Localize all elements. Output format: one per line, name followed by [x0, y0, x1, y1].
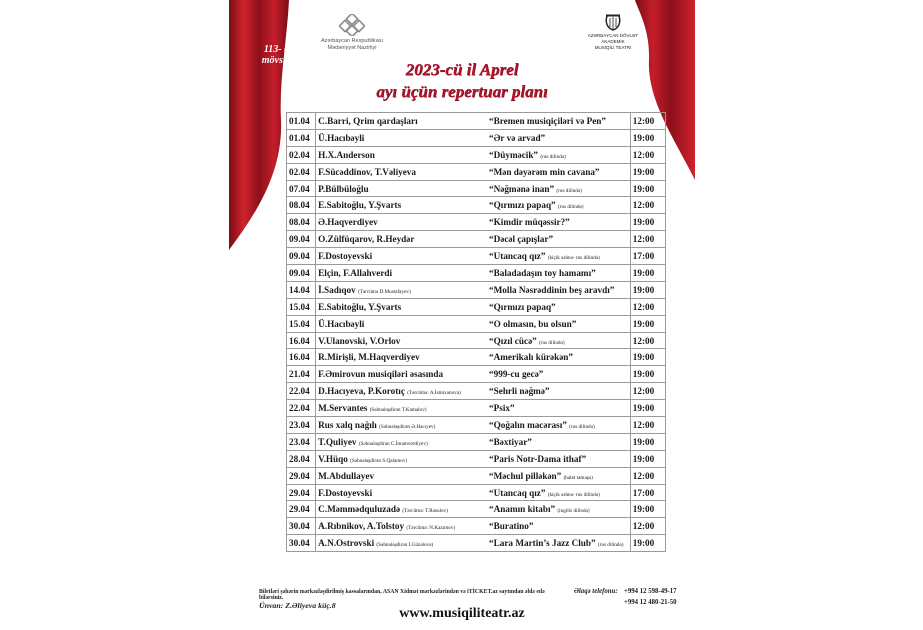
date: 22.04 — [289, 403, 310, 414]
ticket-info: Biletləri şəhərin mərkəzləşdirilmiş kassalarından, ASAN Xidmət mərkəzlərindən və iTİCKET.az saytından əldə edə bilərsiniz. — [259, 589, 545, 601]
author: H.X.Anderson — [318, 149, 375, 160]
author-note: (Səhnələşdirən C.İmamverdiyev) — [358, 440, 428, 447]
title-cell — [487, 366, 630, 383]
time-cell — [630, 197, 665, 214]
date-cell — [287, 501, 316, 518]
author-note: (Tərcümə: N.Kazımov) — [406, 525, 456, 532]
author: E.Sabitoğlu, Y.Şvarts — [318, 200, 402, 211]
time: 17:00 — [632, 487, 655, 498]
title-cell — [487, 298, 630, 315]
date-cell — [287, 113, 316, 130]
poster-subtitle: ayı üçün repertuar planı — [376, 82, 548, 101]
play-title: “Psix” — [489, 403, 515, 414]
time: 19:00 — [632, 183, 655, 194]
table-row — [287, 315, 666, 332]
table-row — [287, 248, 666, 265]
author: A.N.Ostrovski — [318, 538, 375, 549]
author-cell — [316, 231, 487, 248]
table-row — [287, 518, 666, 535]
author: P.Bülbüloğlu — [318, 183, 369, 194]
author-note: (Səhnələşdirən T.Kamalov) — [369, 407, 427, 414]
date-cell — [287, 535, 316, 552]
time: 12:00 — [632, 301, 655, 312]
theatre-name-line1: AZƏRBAYCAN DÖVLƏT — [587, 33, 639, 38]
play-note: (rus dilində) — [597, 542, 624, 549]
table-row — [287, 366, 666, 383]
address: Ünvan: Z.Əliyeva küç.8 — [259, 601, 336, 610]
time: 12:00 — [632, 335, 655, 346]
title-cell — [487, 180, 630, 197]
play-title: “Buratino” — [489, 521, 534, 532]
table-row — [287, 298, 666, 315]
author-cell — [316, 400, 487, 417]
play-title: “Məchul pilləkən” — [489, 470, 562, 481]
play-title: “Mən dəyərəm min cavana” — [489, 166, 600, 177]
author: F.Əmirovun musiqiləri əsasında — [318, 369, 444, 380]
play-note: (rus dilində) — [539, 339, 565, 346]
title-cell — [487, 129, 630, 146]
author-cell — [316, 535, 487, 552]
time-cell — [630, 535, 665, 552]
play-title: “Ər və arvad” — [489, 132, 546, 143]
author-cell — [316, 518, 487, 535]
season-word: mövsüm — [261, 55, 297, 66]
time-cell — [630, 366, 665, 383]
author: A.Rıbnikov, A.Tolstoy — [318, 521, 405, 532]
play-note: (kiçik səhnə- rus dilində) — [547, 255, 600, 262]
date: 08.04 — [289, 217, 310, 228]
table-row — [287, 332, 666, 349]
date-cell — [287, 400, 316, 417]
date: 21.04 — [289, 369, 310, 380]
title-cell — [487, 113, 630, 130]
date: 01.04 — [289, 132, 310, 143]
play-title: “Amerikalı kürəkən” — [489, 352, 573, 363]
date-cell — [287, 146, 316, 163]
table-row — [287, 417, 666, 434]
date: 09.04 — [289, 267, 310, 278]
author: M.Abdullayev — [318, 470, 375, 481]
ministry-name-line1: Azərbaycan Respublikası — [320, 38, 384, 44]
play-note: (ingilis dilində) — [557, 508, 590, 515]
play-title: “Qırmızı papaq” — [489, 200, 556, 211]
time: 12:00 — [632, 234, 655, 245]
time-cell — [630, 265, 665, 282]
table-row — [287, 180, 666, 197]
theatre-lyre-icon — [603, 14, 623, 32]
time-cell — [630, 129, 665, 146]
time-cell — [630, 163, 665, 180]
author-cell — [316, 467, 487, 484]
play-title: “Sehrli nəğmə” — [489, 386, 550, 397]
date: 23.04 — [289, 436, 310, 447]
table-row — [287, 163, 666, 180]
play-title: “Qoğalın macərası” — [489, 419, 567, 430]
title-cell — [487, 433, 630, 450]
time: 19:00 — [632, 318, 655, 329]
date: 28.04 — [289, 453, 310, 464]
play-title: “O olmasın, bu olsun” — [489, 318, 577, 329]
date-cell — [287, 450, 316, 467]
date-cell — [287, 129, 316, 146]
title-cell — [487, 501, 630, 518]
time: 12:00 — [632, 521, 655, 532]
author-note: (Səhnələşdirən S.Qalamov) — [350, 457, 408, 464]
title-cell — [487, 450, 630, 467]
play-title: “Molla Nəsrəddinin beş aravdı” — [489, 284, 615, 295]
date: 29.04 — [289, 487, 310, 498]
repertoire-poster — [229, 0, 695, 630]
time: 17:00 — [632, 251, 655, 262]
play-title: “Paris Notr-Dama ithaf” — [489, 453, 587, 464]
time-cell — [630, 298, 665, 315]
date: 29.04 — [289, 470, 310, 481]
table-row — [287, 501, 666, 518]
date: 30.04 — [289, 521, 310, 532]
title-cell — [487, 231, 630, 248]
author: Rus xalq nağılı — [318, 419, 377, 430]
time-cell — [630, 146, 665, 163]
poster-title: 2023-cü il Aprel — [405, 60, 519, 79]
title-cell — [487, 332, 630, 349]
date: 15.04 — [289, 318, 310, 329]
time: 12:00 — [632, 386, 655, 397]
author-cell — [316, 265, 487, 282]
author-cell — [316, 214, 487, 231]
date-cell — [287, 366, 316, 383]
time: 19:00 — [632, 369, 655, 380]
play-title: “Anamın kitabı” — [489, 504, 556, 515]
title-cell — [487, 214, 630, 231]
play-title: “Düyməcik” — [489, 149, 539, 160]
author-cell — [316, 248, 487, 265]
author: C.Məmmədquluzadə — [318, 504, 401, 515]
author: Elçin, F.Allahverdi — [318, 267, 393, 278]
table-row — [287, 383, 666, 400]
time: 12:00 — [632, 115, 655, 126]
title-cell — [487, 163, 630, 180]
date-cell — [287, 467, 316, 484]
author-cell — [316, 163, 487, 180]
website-link[interactable]: www.musiqiliteatr.az — [399, 606, 525, 621]
play-note: (rus dilində) — [556, 187, 582, 194]
time-cell — [630, 383, 665, 400]
table-row — [287, 197, 666, 214]
title-cell — [487, 518, 630, 535]
table-row — [287, 146, 666, 163]
play-title: “Nəğmənə inan” — [489, 183, 555, 194]
date: 23.04 — [289, 419, 310, 430]
author-cell — [316, 180, 487, 197]
title-cell — [487, 197, 630, 214]
table-row — [287, 129, 666, 146]
author-note: (Tərcümə: A.İsmixanova) — [407, 390, 461, 397]
time-cell — [630, 281, 665, 298]
time: 19:00 — [632, 453, 655, 464]
time: 19:00 — [632, 403, 655, 414]
play-title: “Dəcəl çapışlar” — [489, 234, 554, 245]
author: E.Sabitoğlu, Y.Şvarts — [318, 301, 402, 312]
play-title: “Bəxtiyar” — [489, 436, 532, 447]
author-cell — [316, 129, 487, 146]
date-cell — [287, 197, 316, 214]
date-cell — [287, 484, 316, 501]
play-note: (rus dilində) — [557, 204, 584, 211]
title-cell — [487, 248, 630, 265]
author-cell — [316, 366, 487, 383]
author: T.Quliyev — [318, 436, 357, 447]
date-cell — [287, 281, 316, 298]
title-cell — [487, 146, 630, 163]
time-cell — [630, 231, 665, 248]
season-number: 113- cü — [263, 44, 295, 55]
time-cell — [630, 113, 665, 130]
author: Ü.Hacıbəyli — [318, 132, 365, 143]
play-title: “Baladadaşın toy hamamı” — [489, 267, 596, 278]
date: 16.04 — [289, 352, 310, 363]
title-cell — [487, 417, 630, 434]
date: 30.04 — [289, 538, 310, 549]
table-row — [287, 265, 666, 282]
time-cell — [630, 417, 665, 434]
date-cell — [287, 518, 316, 535]
time-cell — [630, 332, 665, 349]
author-cell — [316, 383, 487, 400]
date-cell — [287, 417, 316, 434]
time-cell — [630, 214, 665, 231]
table-row — [287, 349, 666, 366]
time: 19:00 — [632, 436, 655, 447]
date-cell — [287, 163, 316, 180]
title-cell — [487, 400, 630, 417]
author-note: (Səhnələşdirən Ə.Hacıyev) — [379, 423, 436, 430]
time-cell — [630, 315, 665, 332]
author: O.Zülfüqarov, R.Heydər — [318, 234, 415, 245]
date-cell — [287, 180, 316, 197]
author: D.Hacıyeva, P.Korotıç — [318, 386, 405, 397]
date-cell — [287, 231, 316, 248]
time: 19:00 — [632, 284, 655, 295]
time: 19:00 — [632, 352, 655, 363]
author: M.Servantes — [318, 403, 368, 414]
date: 29.04 — [289, 504, 310, 515]
time-cell — [630, 433, 665, 450]
time-cell — [630, 180, 665, 197]
date: 15.04 — [289, 301, 310, 312]
phone-number-1: +994 12 598-49-17 — [624, 588, 677, 595]
author: F.Sücəddinov, T.Vəliyeva — [318, 166, 416, 177]
play-note: (rus dilində) — [569, 423, 595, 430]
author-cell — [316, 332, 487, 349]
date-cell — [287, 265, 316, 282]
time-cell — [630, 248, 665, 265]
table-row — [287, 281, 666, 298]
repertoire-table — [286, 112, 666, 552]
table-row — [287, 214, 666, 231]
date: 02.04 — [289, 149, 310, 160]
author-note: (Tərcümə D.Mustafayev) — [357, 288, 411, 295]
date-cell — [287, 298, 316, 315]
table-row — [287, 467, 666, 484]
date: 02.04 — [289, 166, 310, 177]
phone-number-2: +994 12 480-21-50 — [624, 599, 677, 606]
time-cell — [630, 450, 665, 467]
theatre-name-line3: MUSİQİLİ TEATRI — [594, 45, 632, 50]
theatre-logo-block — [581, 14, 645, 51]
author-cell — [316, 298, 487, 315]
date-cell — [287, 214, 316, 231]
ministry-name-line2: Mədəniyyət Nazirliyi — [327, 45, 377, 51]
date: 16.04 — [289, 335, 310, 346]
theatre-name-line2: AKADEMİK — [601, 39, 625, 44]
author-note: (Tərcümə: T.Rəsulov) — [402, 508, 448, 515]
play-title: “Kimdir müqəssir?” — [489, 217, 570, 228]
date-cell — [287, 315, 316, 332]
time-cell — [630, 518, 665, 535]
author-cell — [316, 281, 487, 298]
time: 19:00 — [632, 267, 655, 278]
date: 09.04 — [289, 251, 310, 262]
title-cell — [487, 535, 630, 552]
time-cell — [630, 501, 665, 518]
time: 19:00 — [632, 132, 655, 143]
author-cell — [316, 450, 487, 467]
play-title: “Lara Martin’s Jazz Club” — [489, 538, 596, 549]
table-row — [287, 535, 666, 552]
author: F.Dostoyevski — [318, 487, 373, 498]
title-cell — [487, 484, 630, 501]
author-note: (Səhnələşdirən İ.Güzəlova) — [376, 542, 434, 549]
table-row — [287, 433, 666, 450]
title-cell — [487, 315, 630, 332]
time-cell — [630, 349, 665, 366]
table-row — [287, 400, 666, 417]
author: R.Mirişli, M.Haqverdiyev — [318, 352, 420, 363]
author-cell — [316, 113, 487, 130]
author: C.Barri, Qrim qardaşları — [318, 115, 418, 126]
author: Ü.Hacıbəyli — [318, 318, 365, 329]
author: Ə.Haqverdiyev — [318, 217, 378, 228]
ministry-emblem-icon — [339, 14, 365, 36]
date: 09.04 — [289, 234, 310, 245]
play-note: (rus dilində) — [540, 153, 566, 160]
date: 22.04 — [289, 386, 310, 397]
author-cell — [316, 197, 487, 214]
play-title: “Utancaq qız” — [489, 487, 546, 498]
table-row — [287, 450, 666, 467]
date: 14.04 — [289, 284, 310, 295]
ministry-logo-block — [307, 14, 397, 52]
table-row — [287, 231, 666, 248]
author: V.Hüqo — [318, 453, 348, 464]
date: 01.04 — [289, 115, 310, 126]
time-cell — [630, 400, 665, 417]
date-cell — [287, 383, 316, 400]
date-cell — [287, 433, 316, 450]
author: V.Ulanovski, V.Orlov — [318, 335, 401, 346]
play-title: “Bremen musiqiçiləri və Pen” — [489, 115, 606, 126]
title-cell — [487, 265, 630, 282]
author-cell — [316, 417, 487, 434]
time: 12:00 — [632, 149, 655, 160]
title-cell — [487, 383, 630, 400]
time: 12:00 — [632, 419, 655, 430]
time: 19:00 — [632, 166, 655, 177]
play-title: “999-cu gecə” — [489, 369, 544, 380]
author-cell — [316, 433, 487, 450]
play-note: (balet tamaşa) — [563, 474, 593, 481]
play-title: “Qızıl cücə” — [489, 335, 537, 346]
play-note: (kiçik səhnə- rus dilində) — [547, 491, 600, 498]
title-cell — [487, 349, 630, 366]
author-cell — [316, 349, 487, 366]
title-cell — [487, 281, 630, 298]
time: 19:00 — [632, 504, 655, 515]
author-cell — [316, 501, 487, 518]
time: 12:00 — [632, 470, 655, 481]
date: 08.04 — [289, 200, 310, 211]
time-cell — [630, 467, 665, 484]
author-cell — [316, 484, 487, 501]
time: 19:00 — [632, 217, 655, 228]
play-title: “Qırmızı papaq” — [489, 301, 556, 312]
time: 19:00 — [632, 538, 655, 549]
phone-label: Əlaqə telefonu: — [574, 588, 618, 595]
table-row — [287, 113, 666, 130]
table-row — [287, 484, 666, 501]
author: F.Dostoyevski — [318, 251, 373, 262]
date-cell — [287, 349, 316, 366]
play-title: “Utancaq qız” — [489, 251, 546, 262]
author-cell — [316, 315, 487, 332]
left-curtain-icon — [229, 0, 289, 250]
title-cell — [487, 467, 630, 484]
date-cell — [287, 332, 316, 349]
author-cell — [316, 146, 487, 163]
author: İ.Sadıqov — [318, 284, 356, 295]
time-cell — [630, 484, 665, 501]
date-cell — [287, 248, 316, 265]
time: 12:00 — [632, 200, 655, 211]
date: 07.04 — [289, 183, 310, 194]
